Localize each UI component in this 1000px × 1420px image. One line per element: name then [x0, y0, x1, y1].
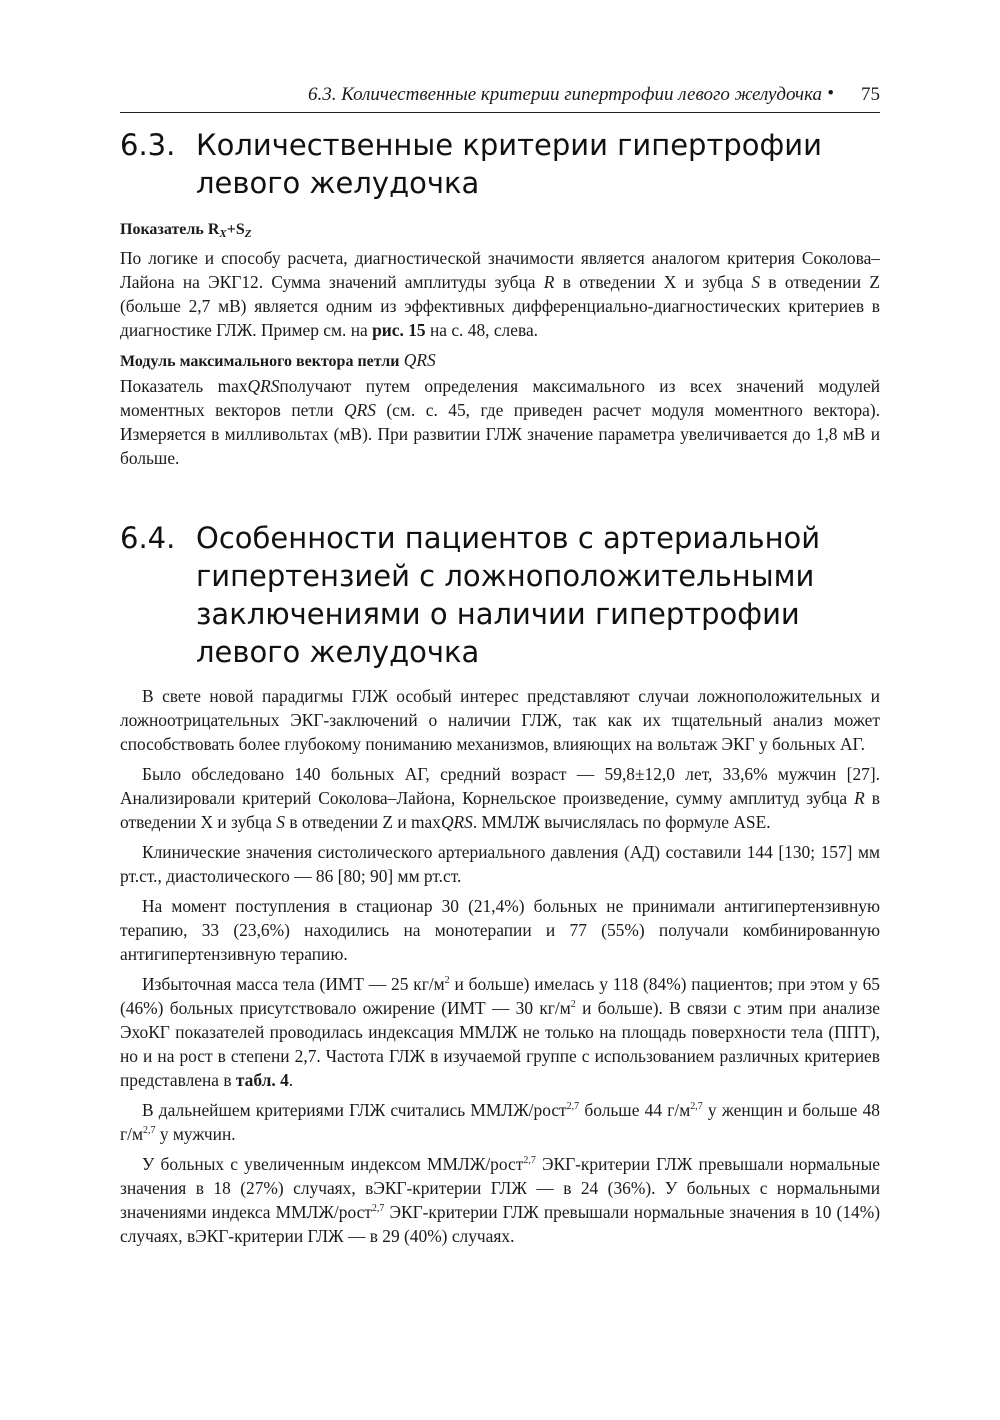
section-6-3-title: Количественные критерии гипертрофии левого желудочка — [196, 128, 822, 200]
p6-sup-1: 2,7 — [566, 1101, 580, 1113]
p5-sup-1: 2 — [444, 975, 450, 987]
paragraph-7 — [120, 1152, 880, 1248]
paragraph-2 — [120, 762, 880, 834]
indicator-1-heading — [120, 216, 880, 246]
indicator-1-sub-z: Z — [244, 228, 252, 240]
section-6-3-body — [120, 216, 880, 470]
indicator-1-text-b: в отведении X и зубца — [562, 272, 744, 292]
section-6-3-number: 6.3. — [120, 128, 176, 162]
p6-sup-3: 2,7 — [142, 1125, 156, 1137]
p5-text-b: и больше) имелась у 118 (84%) пациентов; при этом у 65 (46%) больных присутствовало ожирение (ИМТ — 30 кг/м — [120, 974, 880, 1018]
p7-sup-1: 2,7 — [523, 1155, 536, 1167]
p6-text-c: у женщин и больше 48 г/м — [120, 1100, 881, 1144]
p2-s: S — [276, 812, 285, 832]
indicator-1-r: R — [543, 272, 555, 292]
p5-text-c: и больше). В связи с этим при анализе ЭхоКГ показателей проводилась индексация ММЛЖ не только на площадь поверхности тела (ППТ), но и на рост в степени 2,7. Частота ГЛЖ в изучаемой группе с использованием различных критериев представлена в — [120, 998, 880, 1090]
p7-text-a: У больных с увеличенным индексом ММЛЖ/рост — [142, 1154, 524, 1174]
p2-text-b: в отведении X и зубца — [120, 788, 880, 832]
indicator-2-label: Модуль максимального вектора петли — [120, 353, 400, 370]
p5-sup-2: 2 — [570, 999, 576, 1011]
p6-text-b: больше 44 г/м — [579, 1100, 691, 1120]
indicator-2-qrs-1: QRS — [247, 376, 280, 396]
p2-text-a: Было обследовано 140 больных АГ, средний возраст — 59,8±12,0 лет, 33,6% мужчин [27]. Анализировали критерий Соколова–Лайона, Корнельское произведение, сумму амплитуд зубца — [120, 764, 880, 808]
paragraph-4: На момент поступления в стационар 30 (21,4%) больных не принимали антигипертензивную терапию, 33 (23,6%) находились на монотерапии и 77 (55%) получали комбинированную антигипертензивную терапию. — [120, 896, 880, 964]
p7-text-c: ЭКГ-критерии ГЛЖ превышали нормальные значения в 10 (14%) случаях, вЭКГ-критерии ГЛЖ — в 29 (40%) случаях. — [120, 1202, 881, 1246]
p2-text-d: . ММЛЖ вычислялась по формуле ASE. — [472, 812, 771, 832]
running-head-bullet: • — [827, 83, 834, 104]
p2-r: R — [854, 788, 865, 808]
indicator-1-text-c: в отведении Z (больше 2,7 мВ) является одним из эффективных дифференциально-диагностических критериев в диагностике ГЛЖ. Пример см. на — [120, 272, 880, 340]
figure-15-ref: рис. 15 — [372, 320, 426, 340]
running-head — [120, 78, 880, 113]
p7-sup-2: 2,7 — [371, 1203, 385, 1215]
indicator-1-text-a: По логике и способу расчета, диагностической значимости является аналогом критерия Соколова–Лайона на ЭКГ12. Сумма значений амплитуды зубца — [120, 248, 880, 292]
indicator-2-label-qrs: QRS — [403, 350, 436, 370]
p2-text-c: в отведении Z и max — [289, 812, 441, 832]
p5-text-a: Избыточная масса тела (ИМТ — 25 кг/м — [142, 974, 445, 994]
paragraph-6 — [120, 1098, 880, 1146]
indicator-2-text-a: Показатель max — [120, 376, 248, 396]
indicator-2-text-c: (см. с. 45, где приведен расчет модуля моментного вектора). Измеряется в милливольтах (мВ). При развитии ГЛЖ значение параметра увеличивается до 1,8 мВ и больше. — [120, 400, 881, 468]
indicator-1-plus: +S — [226, 221, 245, 238]
indicator-2-qrs-2: QRS — [344, 400, 376, 420]
section-6-4-title: Особенности пациентов с артериальной гипертензией с ложноположительными заключениями о наличии гипертрофии левого желудочка — [196, 521, 821, 669]
p7-text-b: ЭКГ-критерии ГЛЖ превышали нормальные значения в 18 (27%) случаях, вЭКГ-критерии ГЛЖ — в 24 (36%). У больных с нормальными значениями индекса ММЛЖ/рост — [120, 1154, 880, 1222]
page-number: 75 — [861, 84, 880, 105]
p2-qrs: QRS — [440, 812, 473, 832]
indicator-2-text-b: получают путем определения максимального из всех значений модулей моментных векторов петли — [120, 376, 881, 420]
indicator-1-label: Показатель R — [120, 221, 220, 238]
indicator-1-text-d: на с. 48, слева. — [429, 320, 539, 340]
table-4-ref: табл. 4 — [235, 1070, 289, 1090]
p6-text-d: у мужчин. — [155, 1124, 236, 1144]
indicator-2-paragraph — [120, 374, 880, 470]
running-head-title: 6.3. Количественные критерии гипертрофии левого желудочка — [307, 84, 822, 105]
section-6-4-body — [120, 684, 880, 1248]
indicator-1-s: S — [751, 272, 761, 292]
section-6-4-number: 6.4. — [120, 521, 176, 555]
indicator-2-heading — [120, 348, 880, 374]
p5-end: . — [288, 1070, 294, 1090]
p6-text-a: В дальнейшем критериями ГЛЖ считались ММЛЖ/рост — [142, 1100, 567, 1120]
paragraph-1: В свете новой парадигмы ГЛЖ особый интерес представляют случаи ложноположительных и ложноотрицательных ЭКГ-заключений о наличии ГЛЖ, так как их тщательный анализ может способствовать более глубокому пониманию механизмов, влияющих на вольтаж ЭКГ у больных АГ. — [120, 686, 880, 754]
paragraph-5 — [120, 972, 880, 1092]
p6-sup-2: 2,7 — [690, 1101, 703, 1113]
paragraph-3: Клинические значения систолического артериального давления (АД) составили 144 [130; 157] мм рт.ст., диастолического — 86 [80; 90] мм рт.ст. — [120, 842, 880, 886]
indicator-1-paragraph — [120, 246, 880, 342]
indicator-1-sub-x: X — [219, 228, 227, 240]
